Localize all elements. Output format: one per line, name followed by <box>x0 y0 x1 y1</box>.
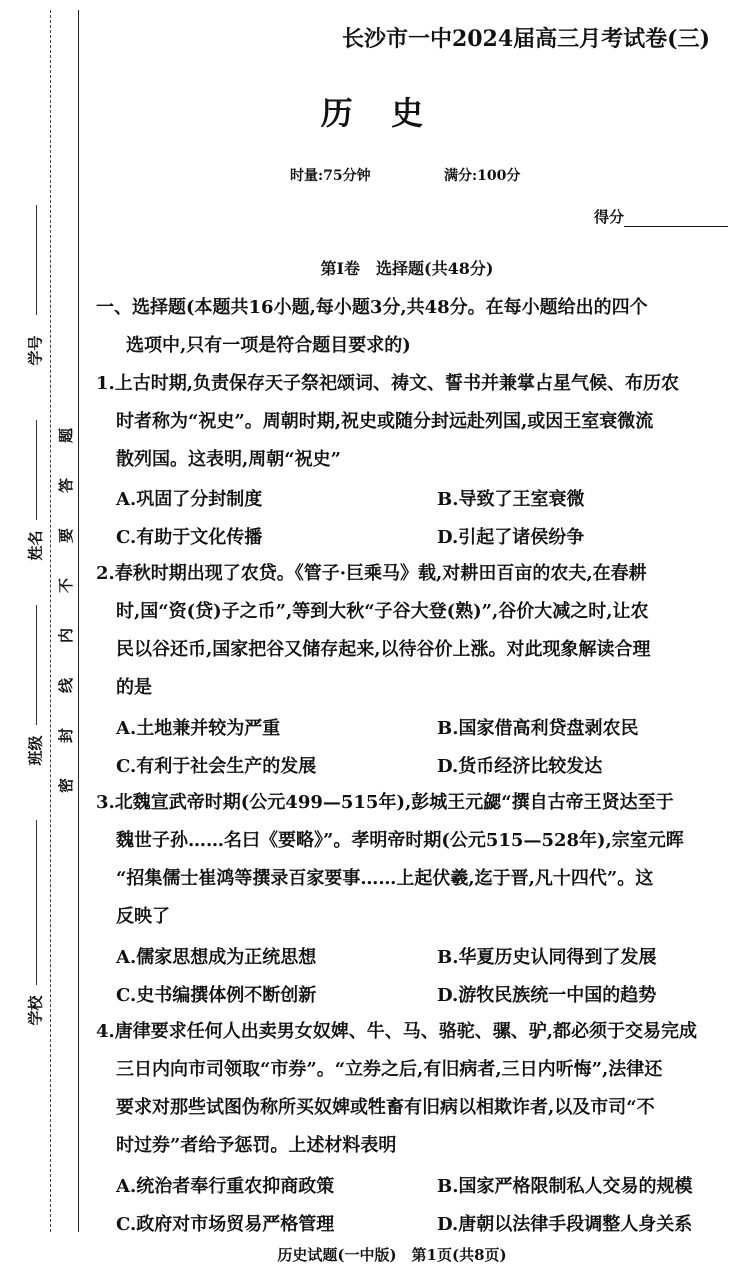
option-c[interactable]: C.有助于文化传播 <box>116 527 263 548</box>
option-b[interactable]: B.华夏历史认同得到了发展 <box>437 947 657 968</box>
seal-char: 要 <box>57 527 76 544</box>
student-id-label: 学号 <box>26 335 45 366</box>
seal-char: 内 <box>57 627 76 644</box>
question-line: 3.北魏宣武帝时期(公元499—515年),彭城王元勰“撰自古帝王贤达至于 <box>96 792 674 813</box>
score-label: 得分 <box>593 208 624 226</box>
score-blank[interactable] <box>624 211 728 227</box>
seal-char: 题 <box>57 427 76 444</box>
seal-char: 不 <box>57 577 76 594</box>
section-title: 第Ⅰ卷 选择题(共48分) <box>320 259 494 278</box>
option-b[interactable]: B.导致了王室衰微 <box>437 489 585 510</box>
seal-char: 线 <box>57 677 76 694</box>
question-line: 反映了 <box>116 906 170 927</box>
option-a[interactable]: A.统治者奉行重农抑商政策 <box>116 1176 335 1197</box>
question-line: 时,国“资(贷)子之币”,等到大秋“子谷大登(熟)”,谷价大减之时,让农 <box>116 601 649 622</box>
subject-title: 历史 <box>320 94 462 132</box>
question-line: 三日内向市司领取“市券”。“立券之后,有旧病者,三日内听悔”,法律还 <box>116 1059 663 1080</box>
question-line: 魏世子孙……名曰《要略》”。孝明帝时期(公元515—528年),宗室元晖 <box>116 830 684 851</box>
question-line: 散列国。这表明,周朝“祝史” <box>116 449 341 470</box>
question-line: 时过券”者给予惩罚。上述材料表明 <box>116 1135 397 1156</box>
option-d[interactable]: D.唐朝以法律手段调整人身关系 <box>437 1214 693 1235</box>
name-label: 姓名 <box>26 530 45 561</box>
seal-char: 密 <box>57 777 76 794</box>
option-a[interactable]: A.土地兼并较为严重 <box>116 718 281 739</box>
question-line: 2.春秋时期出现了农贷。《管子·巨乘马》载,对耕田百亩的农夫,在春耕 <box>96 563 647 584</box>
page-footer: 历史试题(一中版) 第1页(共8页) <box>277 1246 507 1264</box>
option-d[interactable]: D.引起了诸侯纷争 <box>437 527 585 548</box>
question-line: 4.唐律要求任何人出卖男女奴婢、牛、马、骆驼、骡、驴,都必须于交易完成 <box>96 1021 698 1042</box>
question-line: 的是 <box>116 677 152 698</box>
full-score: 满分:100分 <box>444 168 521 184</box>
exam-time: 时量:75分钟 <box>290 168 371 184</box>
binding-line-outer <box>78 10 79 1232</box>
instruction-line: 选项中,只有一项是符合题目要求的) <box>126 335 411 356</box>
seal-char: 封 <box>57 727 76 744</box>
name-blank[interactable] <box>36 420 38 520</box>
class-blank[interactable] <box>36 605 38 725</box>
school-label: 学校 <box>26 995 45 1026</box>
option-c[interactable]: C.史书编撰体例不断创新 <box>116 985 317 1006</box>
question-line: 时者称为“祝史”。周朝时期,祝史或随分封远赴列国,或因王室衰微流 <box>116 411 654 432</box>
seal-char: 答 <box>57 477 76 494</box>
question-line: 民以谷还币,国家把谷又储存起来,以待谷价上涨。对此现象解读合理 <box>116 639 651 660</box>
instruction-line: 一、选择题(本题共16小题,每小题3分,共48分。在每小题给出的四个 <box>96 297 648 318</box>
option-a[interactable]: A.儒家思想成为正统思想 <box>116 947 317 968</box>
option-d[interactable]: D.货币经济比较发达 <box>437 756 603 777</box>
option-b[interactable]: B.国家严格限制私人交易的规模 <box>437 1176 693 1197</box>
binding-line-dashed <box>50 10 51 1232</box>
score-field[interactable] <box>594 206 728 227</box>
class-label: 班级 <box>26 735 45 766</box>
option-d[interactable]: D.游牧民族统一中国的趋势 <box>437 985 657 1006</box>
option-a[interactable]: A.巩固了分封制度 <box>116 489 263 510</box>
option-c[interactable]: C.有利于社会生产的发展 <box>116 756 317 777</box>
question-line: 要求对那些试图伪称所买奴婢或牲畜有旧病以相欺诈者,以及市司“不 <box>116 1097 655 1118</box>
option-c[interactable]: C.政府对市场贸易严格管理 <box>116 1214 335 1235</box>
exam-title: 长沙市一中2024届高三月考试卷(三) <box>341 26 710 52</box>
school-blank[interactable] <box>36 820 38 985</box>
question-line: 1.上古时期,负责保存天子祭祀颂词、祷文、誓书并兼掌占星气候、布历农 <box>96 373 680 394</box>
option-b[interactable]: B.国家借高利贷盘剥农民 <box>437 718 639 739</box>
question-line: “招集儒士崔鸿等撰录百家要事……上起伏羲,迄于晋,凡十四代”。这 <box>116 868 654 889</box>
